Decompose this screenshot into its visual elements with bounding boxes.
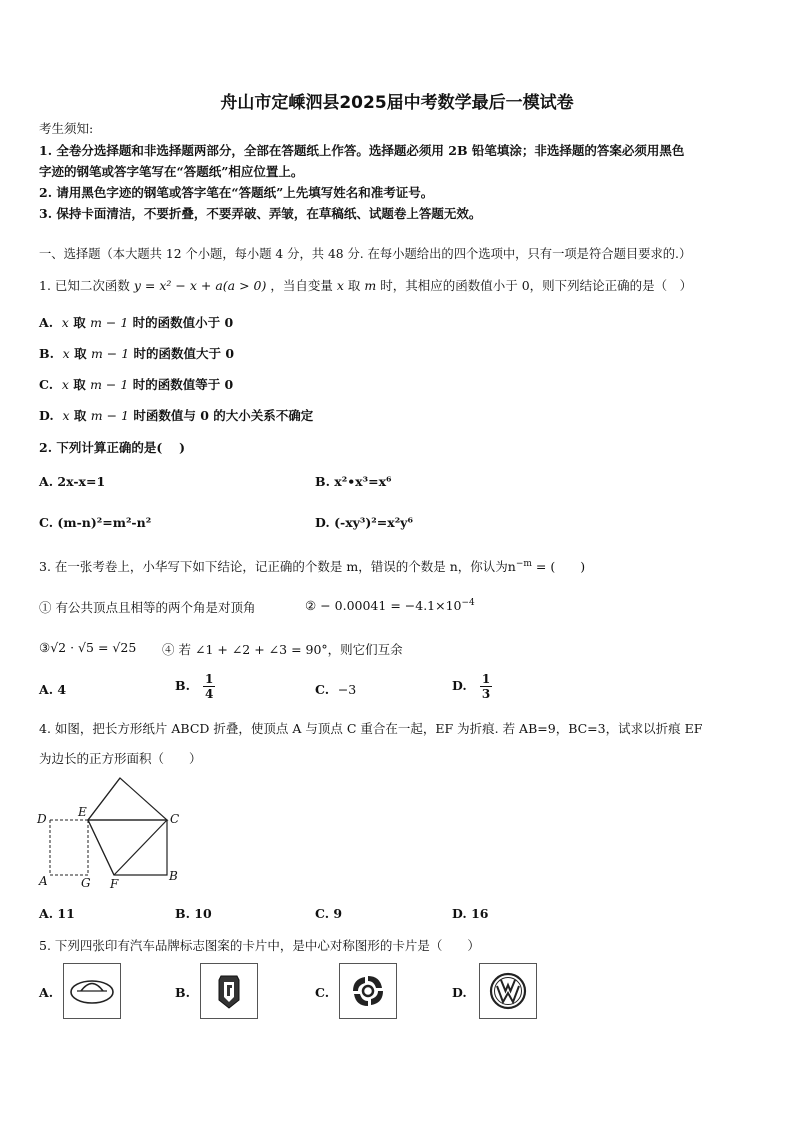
label-b: B: [169, 869, 178, 883]
q3-option-c[interactable]: [315, 682, 356, 697]
question-2-stem: 2. 下列计算正确的是( ): [39, 440, 186, 455]
q5-option-a-label[interactable]: A.: [39, 985, 54, 1000]
q3-s3-expr: √2 · √5 = √25: [50, 640, 137, 655]
q3-statement-1: ① 有公共顶点且相等的两个角是对顶角: [39, 600, 256, 615]
q2-option-b[interactable]: B. x²•x³=x⁶: [315, 474, 392, 489]
q4-fold-diagram: [30, 770, 200, 892]
q3-option-b[interactable]: [175, 672, 215, 701]
question-1-stem: [39, 276, 692, 294]
q3-statement-2: [305, 598, 475, 613]
option-text: 时的函数值小于 0: [132, 315, 234, 330]
car-logo-a-icon: [64, 964, 120, 1018]
fraction: [480, 672, 492, 701]
option-var-x: x: [62, 346, 70, 361]
car-logo-b-icon: [201, 964, 257, 1018]
q5-option-b-label[interactable]: B.: [175, 985, 190, 1000]
option-var-x: x: [61, 315, 69, 330]
q2-option-c[interactable]: C. (m-n)²=m²-n²: [39, 515, 152, 530]
question-4-stem: 4. 如图，把长方形纸片 ABCD 折叠，使顶点 A 与顶点 C 重合在一起，EF 为折痕. 若 AB=9，BC=3，试求以折痕 EF: [39, 721, 703, 736]
numerator: 1: [481, 672, 491, 686]
q2-option-a[interactable]: A. 2x-x=1: [39, 474, 106, 489]
notice-item-1-cont: 字迹的钢笔或答字笔写在“答题纸”相应位置上。: [39, 164, 304, 179]
option-expr: m − 1: [90, 346, 130, 361]
q5-card-d[interactable]: [479, 963, 537, 1019]
option-text: 时函数值与 0 的大小关系不确定: [133, 408, 314, 423]
option-text: 时的函数值大于 0: [133, 346, 235, 361]
q5-card-c[interactable]: [339, 963, 397, 1019]
q1-option-d[interactable]: [39, 406, 313, 424]
q1-var-x: x: [336, 278, 344, 293]
option-label: B.: [175, 678, 190, 693]
q3-statement-4: [162, 640, 403, 658]
page-title: 舟山市定嵊泗县2025届中考数学最后一模试卷: [220, 93, 574, 113]
q1-option-a[interactable]: [39, 313, 233, 331]
option-value: −3: [337, 682, 357, 697]
q5-option-c-label[interactable]: C.: [315, 985, 330, 1000]
option-label: D.: [452, 678, 467, 693]
option-label: C.: [315, 682, 330, 697]
option-label: A.: [39, 315, 54, 330]
label-g: G: [81, 876, 91, 890]
label-d: D: [37, 812, 47, 826]
option-label: B.: [39, 346, 54, 361]
q4-option-d[interactable]: D. 16: [452, 906, 489, 921]
option-take: 取: [73, 315, 86, 330]
q3-expr: n: [507, 559, 516, 574]
option-expr: m − 1: [90, 377, 129, 392]
q1-stem-a: 1. 已知二次函数: [39, 278, 130, 293]
q5-card-a[interactable]: [63, 963, 121, 1019]
q1-stem-d: 时，其相应的函数值小于 0，则下列结论正确的是（ ）: [380, 278, 693, 293]
option-var-x: x: [61, 377, 69, 392]
section-heading: 一、选择题（本大题共 12 个小题，每小题 4 分，共 48 分. 在每小题给出的四个选项中，只有一项是符合题目要求的.）: [39, 247, 692, 261]
numerator: 1: [204, 672, 214, 686]
q3-s4-expr: ∠1 + ∠2 + ∠3 = 90°: [194, 642, 328, 657]
option-text: 时的函数值等于 0: [132, 377, 234, 392]
option-take: 取: [73, 408, 87, 423]
label-f: F: [110, 877, 119, 891]
question-5-stem: 5. 下列四张印有汽车品牌标志图案的卡片中，是中心对称图形的卡片是（ ）: [39, 938, 480, 953]
q3-expr-sup: −m: [515, 558, 532, 569]
option-expr: m − 1: [90, 408, 129, 423]
q3-option-a[interactable]: A. 4: [39, 682, 67, 697]
notice-item-2: 2. 请用黑色字迹的钢笔或答字笔在“答题纸”上先填写姓名和准考证号。: [39, 185, 434, 200]
q1-stem-b: ，当自变量: [270, 278, 333, 293]
q3-statement-3: [39, 640, 136, 655]
option-expr: m − 1: [90, 315, 129, 330]
q3-s2-label: ②: [305, 598, 317, 614]
q3-s2-expr: − 0.00041 = −4.1×10: [320, 598, 462, 614]
fraction: [203, 672, 215, 701]
notice-item-1: 1. 全卷分选择题和非选择题两部分，全部在答题纸上作答。选择题必须用 2B 铅笔填涂；非选择题的答案必须用黑色: [39, 143, 685, 158]
q1-option-b[interactable]: [39, 344, 234, 362]
label-e: E: [78, 805, 87, 819]
denominator: 4: [204, 687, 214, 701]
q3-s4-tail: ，则它们互余: [327, 642, 403, 657]
q4-option-c[interactable]: C. 9: [315, 906, 343, 921]
option-label: D.: [39, 408, 54, 423]
q3-s4-label: ④ 若: [162, 642, 191, 657]
q1-stem-c: 取: [347, 278, 361, 293]
q1-option-c[interactable]: [39, 375, 233, 393]
q5-option-d-label[interactable]: D.: [452, 985, 467, 1000]
q3-tail: = ( ): [535, 559, 586, 574]
q1-var-m: m: [364, 278, 377, 293]
q3-s3-label: ③: [39, 640, 51, 655]
q3-s2-sup: −4: [461, 598, 475, 608]
q3-stem-text: 3. 在一张考卷上，小华写下如下结论，记正确的个数是 m，错误的个数是 n，你认为: [39, 559, 508, 574]
question-3-stem: [39, 557, 585, 575]
denominator: 3: [481, 687, 491, 701]
q3-option-d[interactable]: [452, 672, 492, 701]
question-4-stem-cont: 为边长的正方形面积（ ）: [39, 751, 202, 766]
option-take: 取: [74, 346, 87, 361]
q5-card-b[interactable]: [200, 963, 258, 1019]
option-label: C.: [39, 377, 54, 392]
q1-function: y = x² − x + a(a > 0): [133, 278, 267, 293]
car-logo-c-icon: [340, 964, 396, 1018]
notice-item-3: 3. 保持卡面清洁，不要折叠，不要弄破、弄皱，在草稿纸、试题卷上答题无效。: [39, 206, 482, 221]
label-a: A: [39, 874, 48, 888]
q2-option-d[interactable]: D. (-xy³)²=x²y⁶: [315, 515, 413, 530]
q4-option-b[interactable]: B. 10: [175, 906, 212, 921]
vw-logo-icon: [480, 964, 536, 1018]
label-c: C: [170, 812, 180, 826]
option-var-x: x: [62, 408, 70, 423]
q4-option-a[interactable]: A. 11: [39, 906, 75, 921]
option-take: 取: [73, 377, 86, 392]
notice-heading: 考生须知:: [39, 121, 94, 136]
